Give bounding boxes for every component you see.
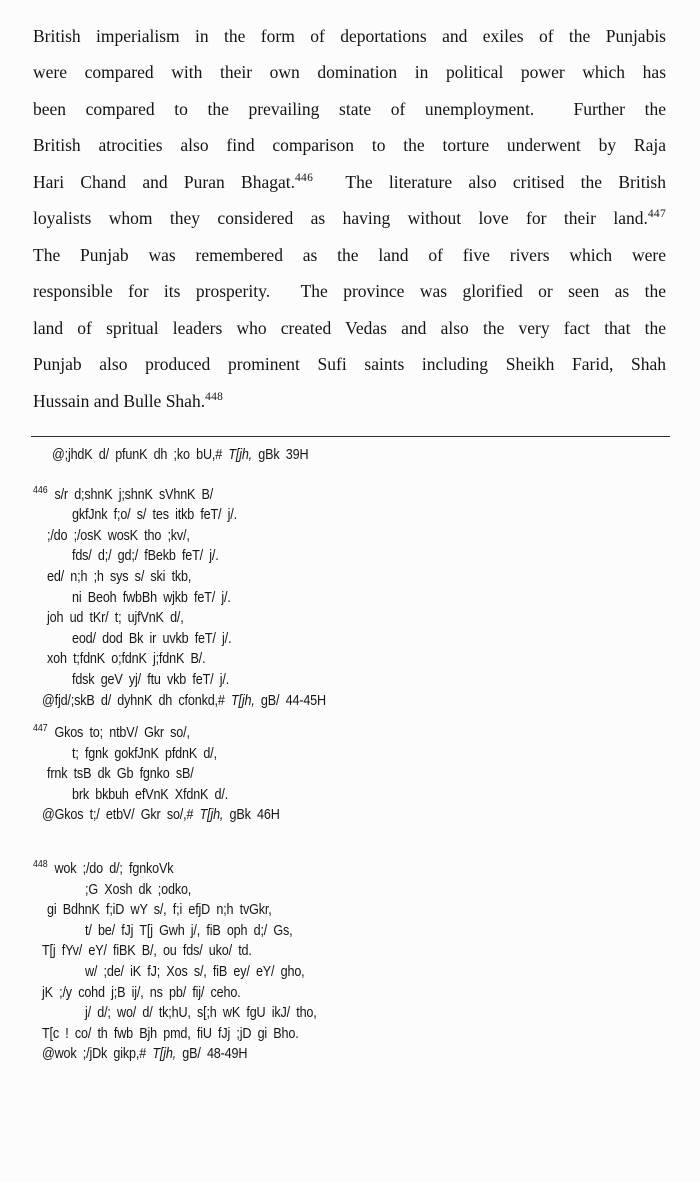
footnote-line: [42, 1044, 595, 1065]
footnote-line: [47, 608, 596, 629]
text-segment: T[j fYv/ eY/ fiBK B/, ou fds/ uko/ td.: [42, 942, 252, 960]
text-line: [33, 383, 666, 419]
text-segment: land of spritual leaders who created Vedas and also the very fact that the: [33, 317, 666, 338]
text-segment: wok ;/do d/; fgnkoVk: [54, 860, 174, 878]
footnote-ref: 448: [205, 390, 224, 403]
text-segment: @;jhdK d/ pfunK dh ;ko bU,#: [52, 445, 229, 463]
footnote-ref: 447: [647, 208, 666, 221]
footnote-line: [47, 900, 596, 921]
text-line: [33, 273, 666, 309]
footnote-447: [33, 723, 700, 826]
footnote-line: [85, 1003, 602, 1024]
text-segment: Hussain and Bulle Shah.: [33, 390, 206, 411]
citation-ibid: T[jh,: [230, 691, 255, 709]
text-segment: British atrocities also find comparison to the torture underwent by Raja: [33, 135, 666, 156]
text-segment: jK ;/y cohd j;B ij/, ns pb/ fij/ ceho.: [42, 983, 241, 1001]
text-line: [33, 91, 666, 127]
text-segment: @fjd/;skB d/ dyhnK dh cfonkd,#: [42, 691, 231, 709]
footnote-line: [72, 785, 600, 806]
text-segment: responsible for its prosperity. The province was glorified or seen as the: [33, 281, 666, 302]
text-line: [33, 346, 666, 382]
footnote-continuation: [33, 445, 700, 466]
text-segment: Punjab also produced prominent Sufi saints including Sheikh Farid, Shah: [33, 354, 666, 375]
footnote-line: [72, 505, 600, 526]
footnote-line: [47, 764, 596, 785]
text-segment: xoh t;fdnK o;fdnK j;fdnK B/.: [47, 650, 206, 668]
text-segment: T[c ! co/ th fwb Bjh pmd, fiU fJj ;jD gi Bho.: [42, 1024, 299, 1042]
text-line: [33, 127, 666, 163]
footnote-line: [72, 744, 600, 765]
text-segment: @wok ;/jDk gikp,#: [42, 1045, 153, 1063]
text-line: [33, 200, 666, 236]
text-segment: gBk 39H: [252, 445, 309, 463]
text-segment: ;G Xosh dk ;odko,: [85, 880, 192, 898]
paragraph: [33, 237, 666, 419]
text-line: [33, 310, 666, 346]
footnote-line: [72, 670, 600, 691]
footnote-line: [42, 983, 595, 1004]
text-segment: j/ d/; wo/ d/ tk;hU, s[;h wK fgU ikJ/ tho,: [85, 1004, 317, 1022]
text-segment: t; fgnk gokfJnK pfdnK d/,: [72, 744, 217, 762]
text-line: [33, 18, 666, 54]
footnote-separator: [31, 436, 670, 437]
footnote-ref: 446: [295, 171, 314, 184]
footnote-446: [33, 485, 700, 712]
footnotes: [33, 445, 700, 1065]
footnote-line: [72, 546, 600, 567]
text-line: [33, 164, 666, 200]
text-segment: brk bkbuh efVnK XfdnK d/.: [72, 785, 229, 803]
footnote-number: 447: [33, 722, 48, 735]
footnote-448: [33, 859, 700, 1065]
text-segment: gB/ 48-49H: [176, 1045, 248, 1063]
document-page[interactable]: [0, 18, 700, 1182]
citation-ibid: T[jh,: [152, 1045, 177, 1063]
text-segment: w/ ;de/ iK fJ; Xos s/, fiB ey/ eY/ gho,: [85, 963, 305, 981]
text-segment: The Punjab was remembered as the land of five rivers which were: [33, 244, 666, 265]
text-segment: @Gkos t;/ etbV/ Gkr so/,#: [42, 806, 200, 824]
text-segment: gkfJnk f;o/ s/ tes itkb feT/ j/.: [72, 506, 237, 524]
text-segment: gi BdhnK f;iD wY s/, f;i efjD n;h tvGkr,: [47, 901, 272, 919]
footnote-number: 448: [33, 858, 48, 871]
text-segment: Gkos to; ntbV/ Gkr so/,: [54, 724, 190, 742]
footnote-line: [33, 859, 593, 880]
text-segment: ;/do ;/osK wosK tho ;kv/,: [47, 526, 190, 544]
footnote-line: [47, 526, 596, 547]
footnote-number: 446: [33, 483, 48, 496]
footnote-line: [47, 649, 596, 670]
footnote-line: [85, 921, 602, 942]
text-segment: gB/ 44-45H: [254, 691, 326, 709]
footnote-line: [42, 941, 595, 962]
footnote-line: [42, 1024, 595, 1045]
text-segment: were compared with their own domination in political power which has: [33, 62, 666, 83]
footnote-line: [47, 567, 596, 588]
footnote-line: [42, 691, 595, 712]
text-segment: British imperialism in the form of deportations and exiles of the Punjabis: [33, 26, 666, 46]
text-segment: eod/ dod Bk ir uvkb feT/ j/.: [72, 629, 232, 647]
text-segment: The literature also critised the British: [313, 171, 666, 192]
text-segment: been compared to the prevailing state of unemployment. Further the: [33, 98, 666, 119]
footnote-line: [72, 629, 600, 650]
text-segment: ed/ n;h ;h sys s/ ski tkb,: [47, 567, 192, 585]
footnote-line: [72, 588, 600, 609]
text-segment: gBk 46H: [223, 806, 280, 824]
text-segment: loyalists whom they considered as having without love for their land.: [33, 208, 648, 229]
text-segment: t/ be/ fJj T[j Gwh j/, fiB oph d;/ Gs,: [85, 921, 293, 939]
footnote-line: [85, 962, 602, 983]
text-segment: Hari Chand and Puran Bhagat.: [33, 171, 295, 192]
text-segment: ni Beoh fwbBh wjkb feT/ j/.: [72, 588, 231, 606]
text-segment: joh ud tKr/ t; ujfVnK d/,: [47, 609, 184, 627]
text-line: [33, 54, 666, 90]
footnote-line: [52, 445, 596, 466]
text-segment: fds/ d;/ gd;/ fBekb feT/ j/.: [72, 547, 219, 565]
text-segment: s/r d;shnK j;shnK sVhnK B/: [54, 485, 214, 503]
footnote-line: [85, 880, 602, 901]
paragraph: [33, 18, 666, 237]
citation-ibid: T[jh,: [228, 445, 253, 463]
main-text: [33, 18, 666, 419]
text-segment: fdsk geV yj/ ftu vkb feT/ j/.: [72, 670, 230, 688]
citation-ibid: T[jh,: [199, 806, 224, 824]
text-line: [33, 237, 666, 273]
footnote-line: [33, 723, 593, 744]
footnote-line: [33, 485, 593, 506]
footnote-line: [42, 805, 595, 826]
text-segment: frnk tsB dk Gb fgnko sB/: [47, 765, 194, 783]
